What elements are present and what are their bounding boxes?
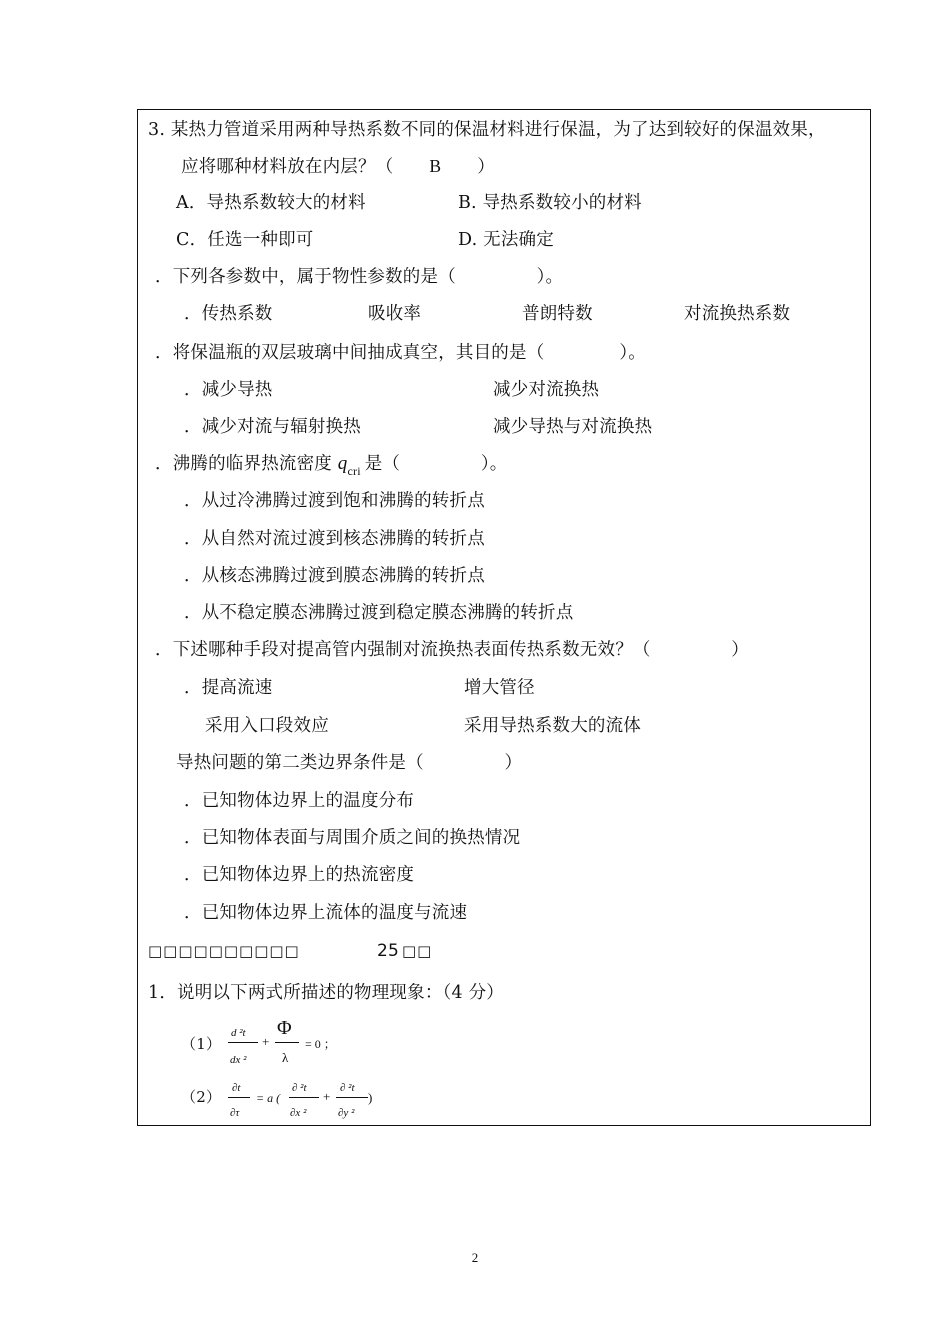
q4-option-3: 普朗特数 [522, 304, 593, 324]
q6-subscript: cri [347, 464, 361, 478]
eq2-denominator-b: ∂y ² [338, 1107, 355, 1119]
eq1-numerator-a: d ²t [231, 1027, 246, 1039]
q6-option-3: ．从核态沸腾过渡到膜态沸腾的转折点 [184, 566, 485, 586]
eq2-fraction-bar-b [336, 1097, 368, 1098]
eq1-plus: + [262, 1034, 270, 1049]
eq1-numerator-b: Φ [277, 1017, 292, 1039]
q3-stem: 3. 某热力管道采用两种导热系数不同的保温材料进行保温，为了达到较好的保温效果， [148, 120, 826, 140]
q6-symbol: q [337, 453, 348, 474]
eq2-label: （2） [181, 1088, 222, 1106]
eq1-fraction-bar-a [228, 1042, 258, 1043]
q4-stem: ．下列各参数中，属于物性参数的是（ ）。 [155, 267, 564, 287]
q6-stem-tail: 是（ ）。 [364, 454, 508, 474]
q6-option-2: ．从自然对流过渡到核态沸腾的转折点 [184, 529, 485, 549]
eq1-fraction-bar-b [275, 1042, 299, 1043]
q6-option-1: ．从过冷沸腾过渡到饱和沸腾的转折点 [184, 491, 485, 511]
q3-stem-line2 [181, 154, 495, 179]
eq1-denominator-a: dx ² [230, 1054, 247, 1066]
q8-stem: 导热问题的第二类边界条件是（ ） [176, 753, 523, 773]
q3-stem2-text: 应将哪种材料放在内层？（ [181, 157, 394, 177]
q3-close: ） [477, 157, 495, 177]
eq1-denominator-b: λ [282, 1050, 289, 1065]
q5-option-3: ．减少对流与辐射换热 [184, 417, 361, 437]
q5-option-2: 减少对流换热 [493, 380, 600, 400]
eq2-numerator-b: ∂ ²t [340, 1082, 355, 1094]
q8-option-3: ．已知物体边界上的热流密度 [184, 865, 415, 885]
q8-option-4: ．已知物体边界上流体的温度与流速 [184, 903, 468, 923]
q9-stem: 1．说明以下两式所描述的物理现象：（4 分） [148, 983, 504, 1003]
eq2-denominator-a: ∂x ² [290, 1107, 307, 1119]
eq1-rhs: = 0 ； [305, 1037, 336, 1051]
eq2-fraction-bar-lhs [228, 1097, 250, 1098]
eq2-numerator-a: ∂ ²t [292, 1082, 307, 1094]
q3-option-d: D. 无法确定 [458, 230, 554, 250]
eq2-close-paren: ) [368, 1090, 373, 1105]
section-heading-garbled-2: □□ [402, 942, 433, 960]
q8-option-2: ．已知物体表面与周围介质之间的换热情况 [184, 828, 521, 848]
q3-answer: B [429, 156, 442, 176]
eq2-numerator-lhs: ∂t [232, 1082, 241, 1094]
q3-option-a: A．导热系数较大的材料 [176, 193, 366, 213]
q7-stem: ．下述哪种手段对提高管内强制对流换热表面传热系数无效？（ ） [155, 640, 749, 660]
q5-option-4: 减少导热与对流换热 [493, 417, 653, 437]
q5-option-1: ．减少导热 [184, 380, 273, 400]
q7-option-2: 增大管径 [464, 678, 535, 698]
q8-option-1: ．已知物体边界上的温度分布 [184, 791, 415, 811]
q5-stem: ．将保温瓶的双层玻璃中间抽成真空，其目的是（ ）。 [155, 343, 646, 363]
q4-option-2: 吸收率 [368, 304, 422, 324]
section-heading-garbled: □□□□□□□□□□ [148, 942, 300, 960]
q3-option-c: C．任选一种即可 [176, 230, 314, 250]
q7-option-1: ．提高流速 [184, 678, 273, 698]
q4-option-4: 对流换热系数 [684, 304, 791, 324]
eq2-denominator-lhs: ∂τ [230, 1107, 240, 1119]
section-points: 25 [377, 941, 400, 961]
page-number: 2 [471, 1250, 479, 1265]
eq2-fraction-bar-a [289, 1097, 319, 1098]
q6-stem-text: ．沸腾的临界热流密度 [155, 454, 338, 474]
eq2-equals-a: = a ( [256, 1091, 281, 1105]
q4-option-1: ．传热系数 [184, 304, 273, 324]
q6-option-4: ．从不稳定膜态沸腾过渡到稳定膜态沸腾的转折点 [184, 603, 574, 623]
q6-stem [155, 452, 507, 477]
eq2-plus: + [323, 1089, 331, 1104]
eq1-label: （1） [181, 1035, 222, 1053]
q7-option-4: 采用导热系数大的流体 [464, 716, 641, 736]
q3-option-b: B. 导热系数较小的材料 [458, 193, 642, 213]
q7-option-3: 采用入口段效应 [205, 716, 329, 736]
